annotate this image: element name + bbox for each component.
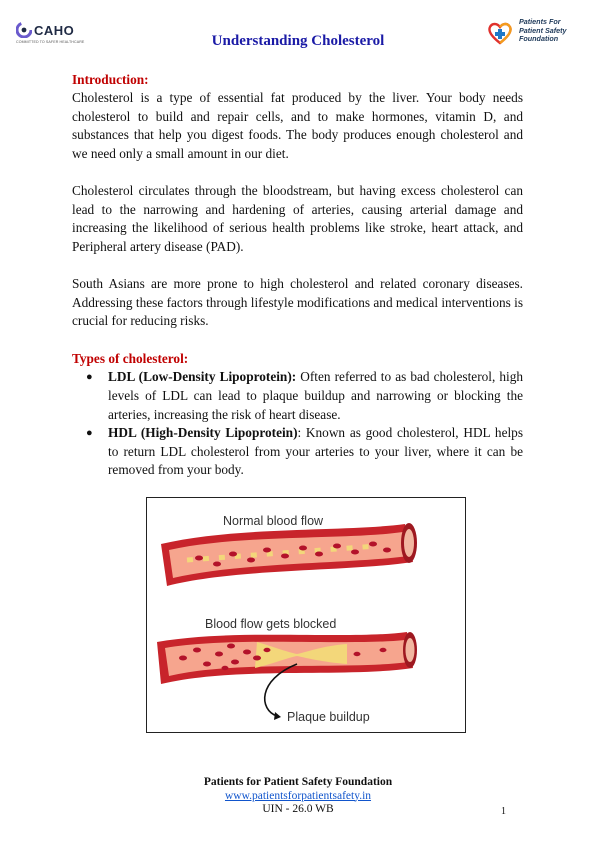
- normal-artery: [161, 523, 417, 586]
- page-footer: [0, 776, 596, 817]
- intro-paragraph-1: Cholesterol is a type of essential fat produced by the liver. Your body needs cholesterol to build and repair cells, and to make hormones, vitamin D, and substances that help you digest foods. The body produces enough cholesterol and we need only a small amount in our diet.: [72, 90, 523, 161]
- pfps-logo-line2: Patient Safety: [519, 25, 567, 35]
- ldl-term: LDL (Low-Density Lipoprotein):: [108, 369, 297, 385]
- pfps-logo: [487, 17, 587, 49]
- pfps-logo-line1: Patients For: [519, 17, 561, 26]
- label-blood-flow-blocked: Blood flow gets blocked: [205, 617, 337, 631]
- intro-paragraph-2: Cholesterol circulates through the bloodstream, but having excess cholesterol can lead to the narrowing and hardening of arteries, causing arterial damage and increasing the likelihood of serious health problems like stroke, heart attack, and Peripheral artery disease (PAD).: [72, 182, 523, 254]
- label-normal-blood-flow: Normal blood flow: [223, 514, 324, 528]
- heart-cross-icon: [487, 20, 513, 46]
- footer-org-name: Patients for Patient Safety Foundation: [203, 776, 393, 788]
- page-number: 1: [501, 806, 506, 817]
- intro-heading: Introduction:: [72, 72, 149, 87]
- caho-logo-name: CAHO: [34, 23, 75, 38]
- hdl-description: : Known as good cholesterol, HDL helps to return LDL cholesterol from your arteries to your liver, where it can be removed from your body.: [108, 425, 523, 478]
- artery-drawing: [147, 498, 465, 732]
- footer-uin: UIN - 26.0 WB: [262, 803, 334, 815]
- document-body: [72, 70, 523, 480]
- list-item-ldl: [72, 368, 523, 424]
- types-heading: Types of cholesterol:: [72, 351, 189, 367]
- list-item-hdl: [72, 424, 523, 480]
- bullet-icon: ●: [86, 371, 93, 384]
- pfps-logo-line3: Foundation: [519, 34, 559, 44]
- intro-paragraph-3: South Asians are more prone to high cholesterol and related coronary diseases. Addressing these factors through lifestyle modifications and medical interventions is crucial for reducing risks.: [72, 275, 523, 329]
- bullet-icon: ●: [86, 427, 93, 440]
- blocked-artery: [157, 632, 417, 684]
- pfps-logo-text: [519, 18, 589, 44]
- ldl-description: Often referred to as bad cholesterol, high levels of LDL can lead to plaque buildup and narrowing or blocking the arteries, increasing the risk of heart disease.: [108, 369, 524, 422]
- caho-logo-tagline: COMMITTED TO SAFER HEALTHCARE: [16, 40, 85, 44]
- label-plaque-buildup: Plaque buildup: [287, 710, 370, 724]
- hdl-term: HDL (High-Density Lipoprotein): [108, 425, 298, 441]
- artery-illustration: [146, 497, 466, 733]
- cholesterol-types-list: [72, 368, 523, 480]
- footer-website-link[interactable]: www.patientsforpatientsafety.in: [224, 789, 372, 802]
- page-title: Understanding Cholesterol: [211, 33, 385, 49]
